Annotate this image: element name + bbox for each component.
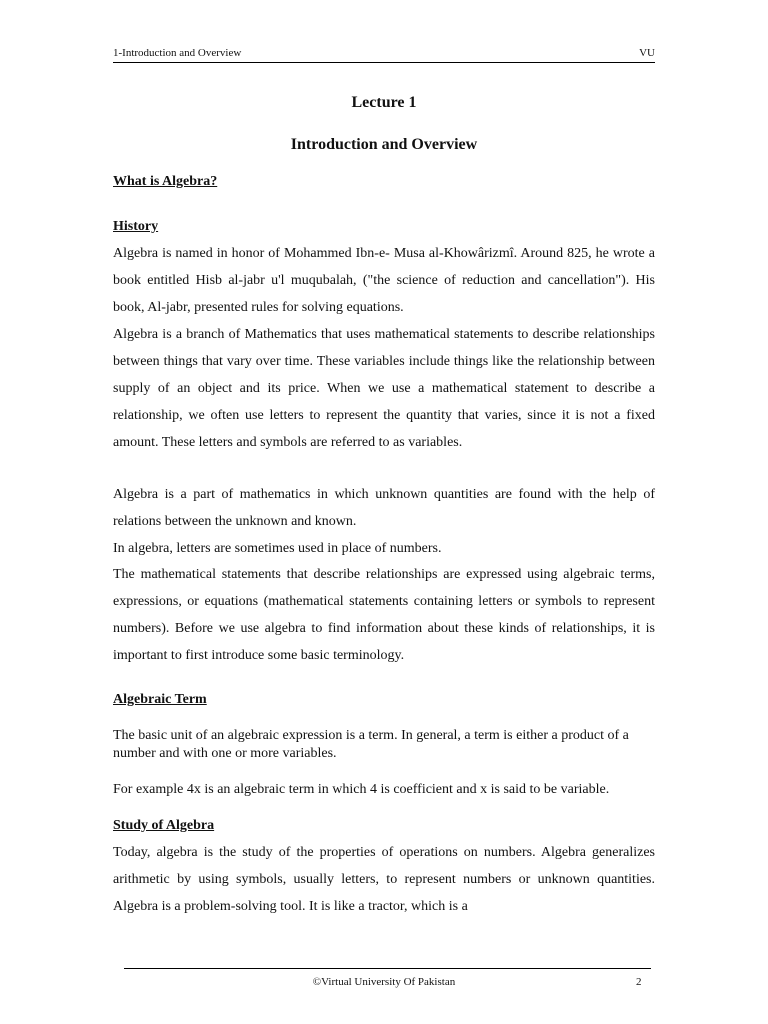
study-of-algebra-paragraph: Today, algebra is the study of the properties of operations on numbers. Algebra generalizes arithmetic by using symbols, usually letters, to represent numbers or unknown quantities. Algebra is a problem-solving tool. It is like a tractor, which is a (113, 845, 655, 914)
running-header-chapter: 1-Introduction and Overview (113, 47, 242, 59)
history-paragraph: Algebra is a branch of Mathematics that uses mathematical statements to describe relationships between things that vary over time. These variables include things like the relationship between supply of an object and its price. When we use a mathematical statement to describe a relationship, we often use letters to represent the quantity that varies, since it is not a fixed amount. These letters and symbols are referred to as variables. (113, 327, 655, 450)
running-header (113, 46, 655, 63)
lecture-number: Lecture 1 (351, 94, 417, 111)
heading-algebraic-term: Algebraic Term (113, 692, 207, 707)
heading-history: History (113, 219, 159, 234)
footer-divider (124, 968, 651, 969)
heading-study-of-algebra: Study of Algebra (113, 818, 215, 833)
history-paragraph: Algebra is named in honor of Mohammed Ibn-e- Musa al-Khowârizmî. Around 825, he wrote a book entitled Hisb al-jabr u'l muqubalah, ("the science of reduction and cancellation"). His book, Al-jabr, presented rules for solving equations. (113, 246, 655, 315)
algebraic-term-definition: The basic unit of an algebraic expression is a term. In general, a term is either a product of a number and with one or more variables. (113, 728, 629, 761)
heading-what-is-algebra: What is Algebra? (113, 174, 218, 189)
history-paragraph: The mathematical statements that describe relationships are expressed using algebraic terms, expressions, or equations (mathematical statements containing letters or symbols to represent numbers). Before we use algebra to find information about these kinds of relationships, it is important to first introduce some basic terminology. (113, 567, 655, 663)
footer-copyright: ©Virtual University Of Pakistan (312, 976, 456, 988)
lecture-title: Introduction and Overview (290, 136, 478, 153)
history-paragraph: Algebra is a part of mathematics in which unknown quantities are found with the help of relations between the unknown and known. (113, 487, 655, 529)
running-header-institution: VU (639, 47, 655, 59)
page-number: 2 (636, 976, 642, 988)
history-paragraph: In algebra, letters are sometimes used in place of numbers. (113, 541, 442, 556)
algebraic-term-example: For example 4x is an algebraic term in which 4 is coefficient and x is said to be variable. (113, 782, 610, 797)
